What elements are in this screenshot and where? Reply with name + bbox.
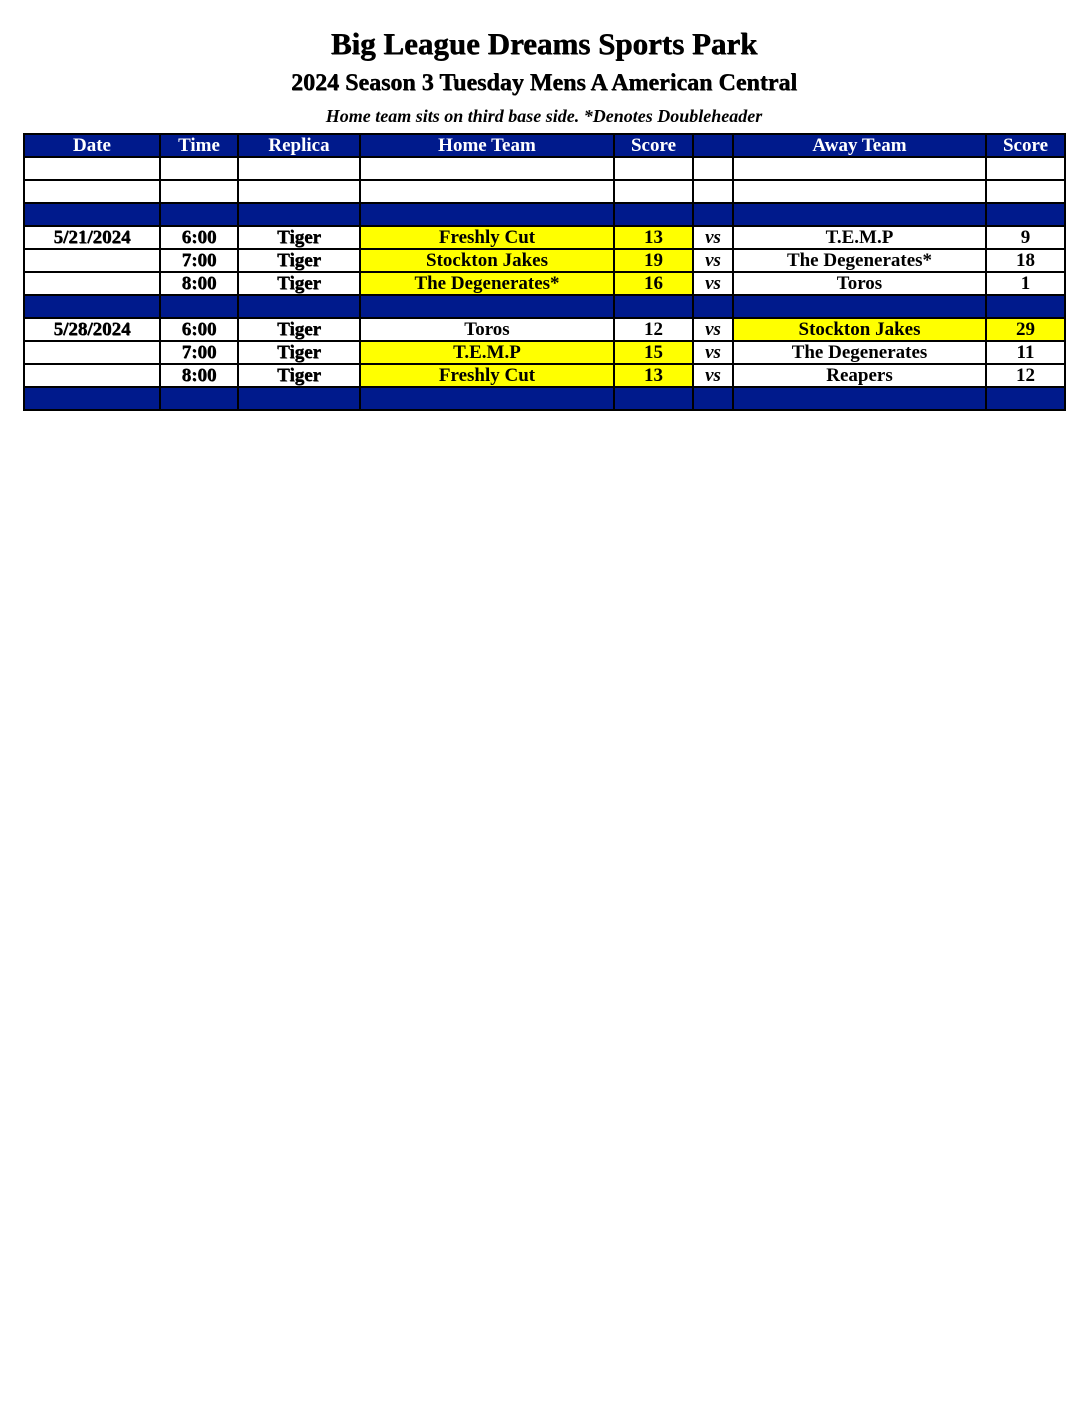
- vs-label: vs: [693, 341, 733, 364]
- away-score: 9: [986, 226, 1065, 249]
- game-replica: Tiger: [238, 272, 360, 295]
- empty-cell: [238, 157, 360, 180]
- separator-row: [24, 295, 1065, 318]
- empty-cell: [986, 157, 1065, 180]
- game-replica: Tiger: [238, 364, 360, 387]
- home-team: Freshly Cut: [360, 226, 614, 249]
- empty-cell: [693, 157, 733, 180]
- game-date: 5/28/2024: [24, 318, 160, 341]
- game-replica: Tiger: [238, 226, 360, 249]
- away-score: 12: [986, 364, 1065, 387]
- empty-cell: [24, 157, 160, 180]
- column-header-date: Date: [24, 134, 160, 157]
- away-team: The Degenerates*: [733, 249, 986, 272]
- game-date: [24, 272, 160, 295]
- table-header-row: [24, 134, 1065, 157]
- game-date: [24, 341, 160, 364]
- away-score: 29: [986, 318, 1065, 341]
- empty-cell: [733, 157, 986, 180]
- column-header-home-team: Home Team: [360, 134, 614, 157]
- game-time: 6:00: [160, 226, 238, 249]
- vs-label: vs: [693, 364, 733, 387]
- home-team: T.E.M.P: [360, 341, 614, 364]
- empty-cell: [360, 180, 614, 203]
- empty-cell: [24, 180, 160, 203]
- home-score: 16: [614, 272, 693, 295]
- away-team: T.E.M.P: [733, 226, 986, 249]
- empty-cell: [160, 157, 238, 180]
- game-date: [24, 364, 160, 387]
- away-score: 18: [986, 249, 1065, 272]
- column-header-away-team: Away Team: [733, 134, 986, 157]
- game-replica: Tiger: [238, 318, 360, 341]
- game-row: [24, 226, 1065, 249]
- empty-cell: [360, 157, 614, 180]
- page-title: Big League Dreams Sports Park: [330, 26, 758, 61]
- home-score: 15: [614, 341, 693, 364]
- page-subtitle: 2024 Season 3 Tuesday Mens A American Central: [290, 70, 798, 96]
- home-score: 19: [614, 249, 693, 272]
- blank-row: [24, 157, 1065, 180]
- game-row: [24, 318, 1065, 341]
- game-time: 7:00: [160, 249, 238, 272]
- vs-label: vs: [693, 318, 733, 341]
- game-date: 5/21/2024: [24, 226, 160, 249]
- vs-label: vs: [693, 249, 733, 272]
- blank-row: [24, 180, 1065, 203]
- doubleheader-note: Home team sits on third base side. *Denotes Doubleheader: [325, 106, 763, 126]
- away-score: 1: [986, 272, 1065, 295]
- game-time: 6:00: [160, 318, 238, 341]
- away-team: Toros: [733, 272, 986, 295]
- home-team: Stockton Jakes: [360, 249, 614, 272]
- game-replica: Tiger: [238, 341, 360, 364]
- vs-label: vs: [693, 226, 733, 249]
- empty-cell: [614, 157, 693, 180]
- empty-cell: [733, 180, 986, 203]
- empty-cell: [693, 180, 733, 203]
- away-score: 11: [986, 341, 1065, 364]
- game-date: [24, 249, 160, 272]
- home-score: 12: [614, 318, 693, 341]
- column-header-home-score: Score: [614, 134, 693, 157]
- game-row: [24, 341, 1065, 364]
- away-team: Reapers: [733, 364, 986, 387]
- empty-cell: [238, 180, 360, 203]
- game-time: 8:00: [160, 272, 238, 295]
- schedule-table: [23, 133, 1066, 411]
- home-score: 13: [614, 226, 693, 249]
- home-score: 13: [614, 364, 693, 387]
- column-header-vs: [693, 134, 733, 157]
- game-time: 7:00: [160, 341, 238, 364]
- game-row: [24, 272, 1065, 295]
- column-header-replica: Replica: [238, 134, 360, 157]
- game-row: [24, 249, 1065, 272]
- away-team: Stockton Jakes: [733, 318, 986, 341]
- column-header-away-score: Score: [986, 134, 1065, 157]
- game-row: [24, 364, 1065, 387]
- home-team: The Degenerates*: [360, 272, 614, 295]
- empty-cell: [160, 180, 238, 203]
- home-team: Toros: [360, 318, 614, 341]
- separator-row: [24, 387, 1065, 410]
- away-team: The Degenerates: [733, 341, 986, 364]
- home-team: Freshly Cut: [360, 364, 614, 387]
- separator-row: [24, 203, 1065, 226]
- empty-cell: [986, 180, 1065, 203]
- game-time: 8:00: [160, 364, 238, 387]
- game-replica: Tiger: [238, 249, 360, 272]
- empty-cell: [614, 180, 693, 203]
- column-header-time: Time: [160, 134, 238, 157]
- vs-label: vs: [693, 272, 733, 295]
